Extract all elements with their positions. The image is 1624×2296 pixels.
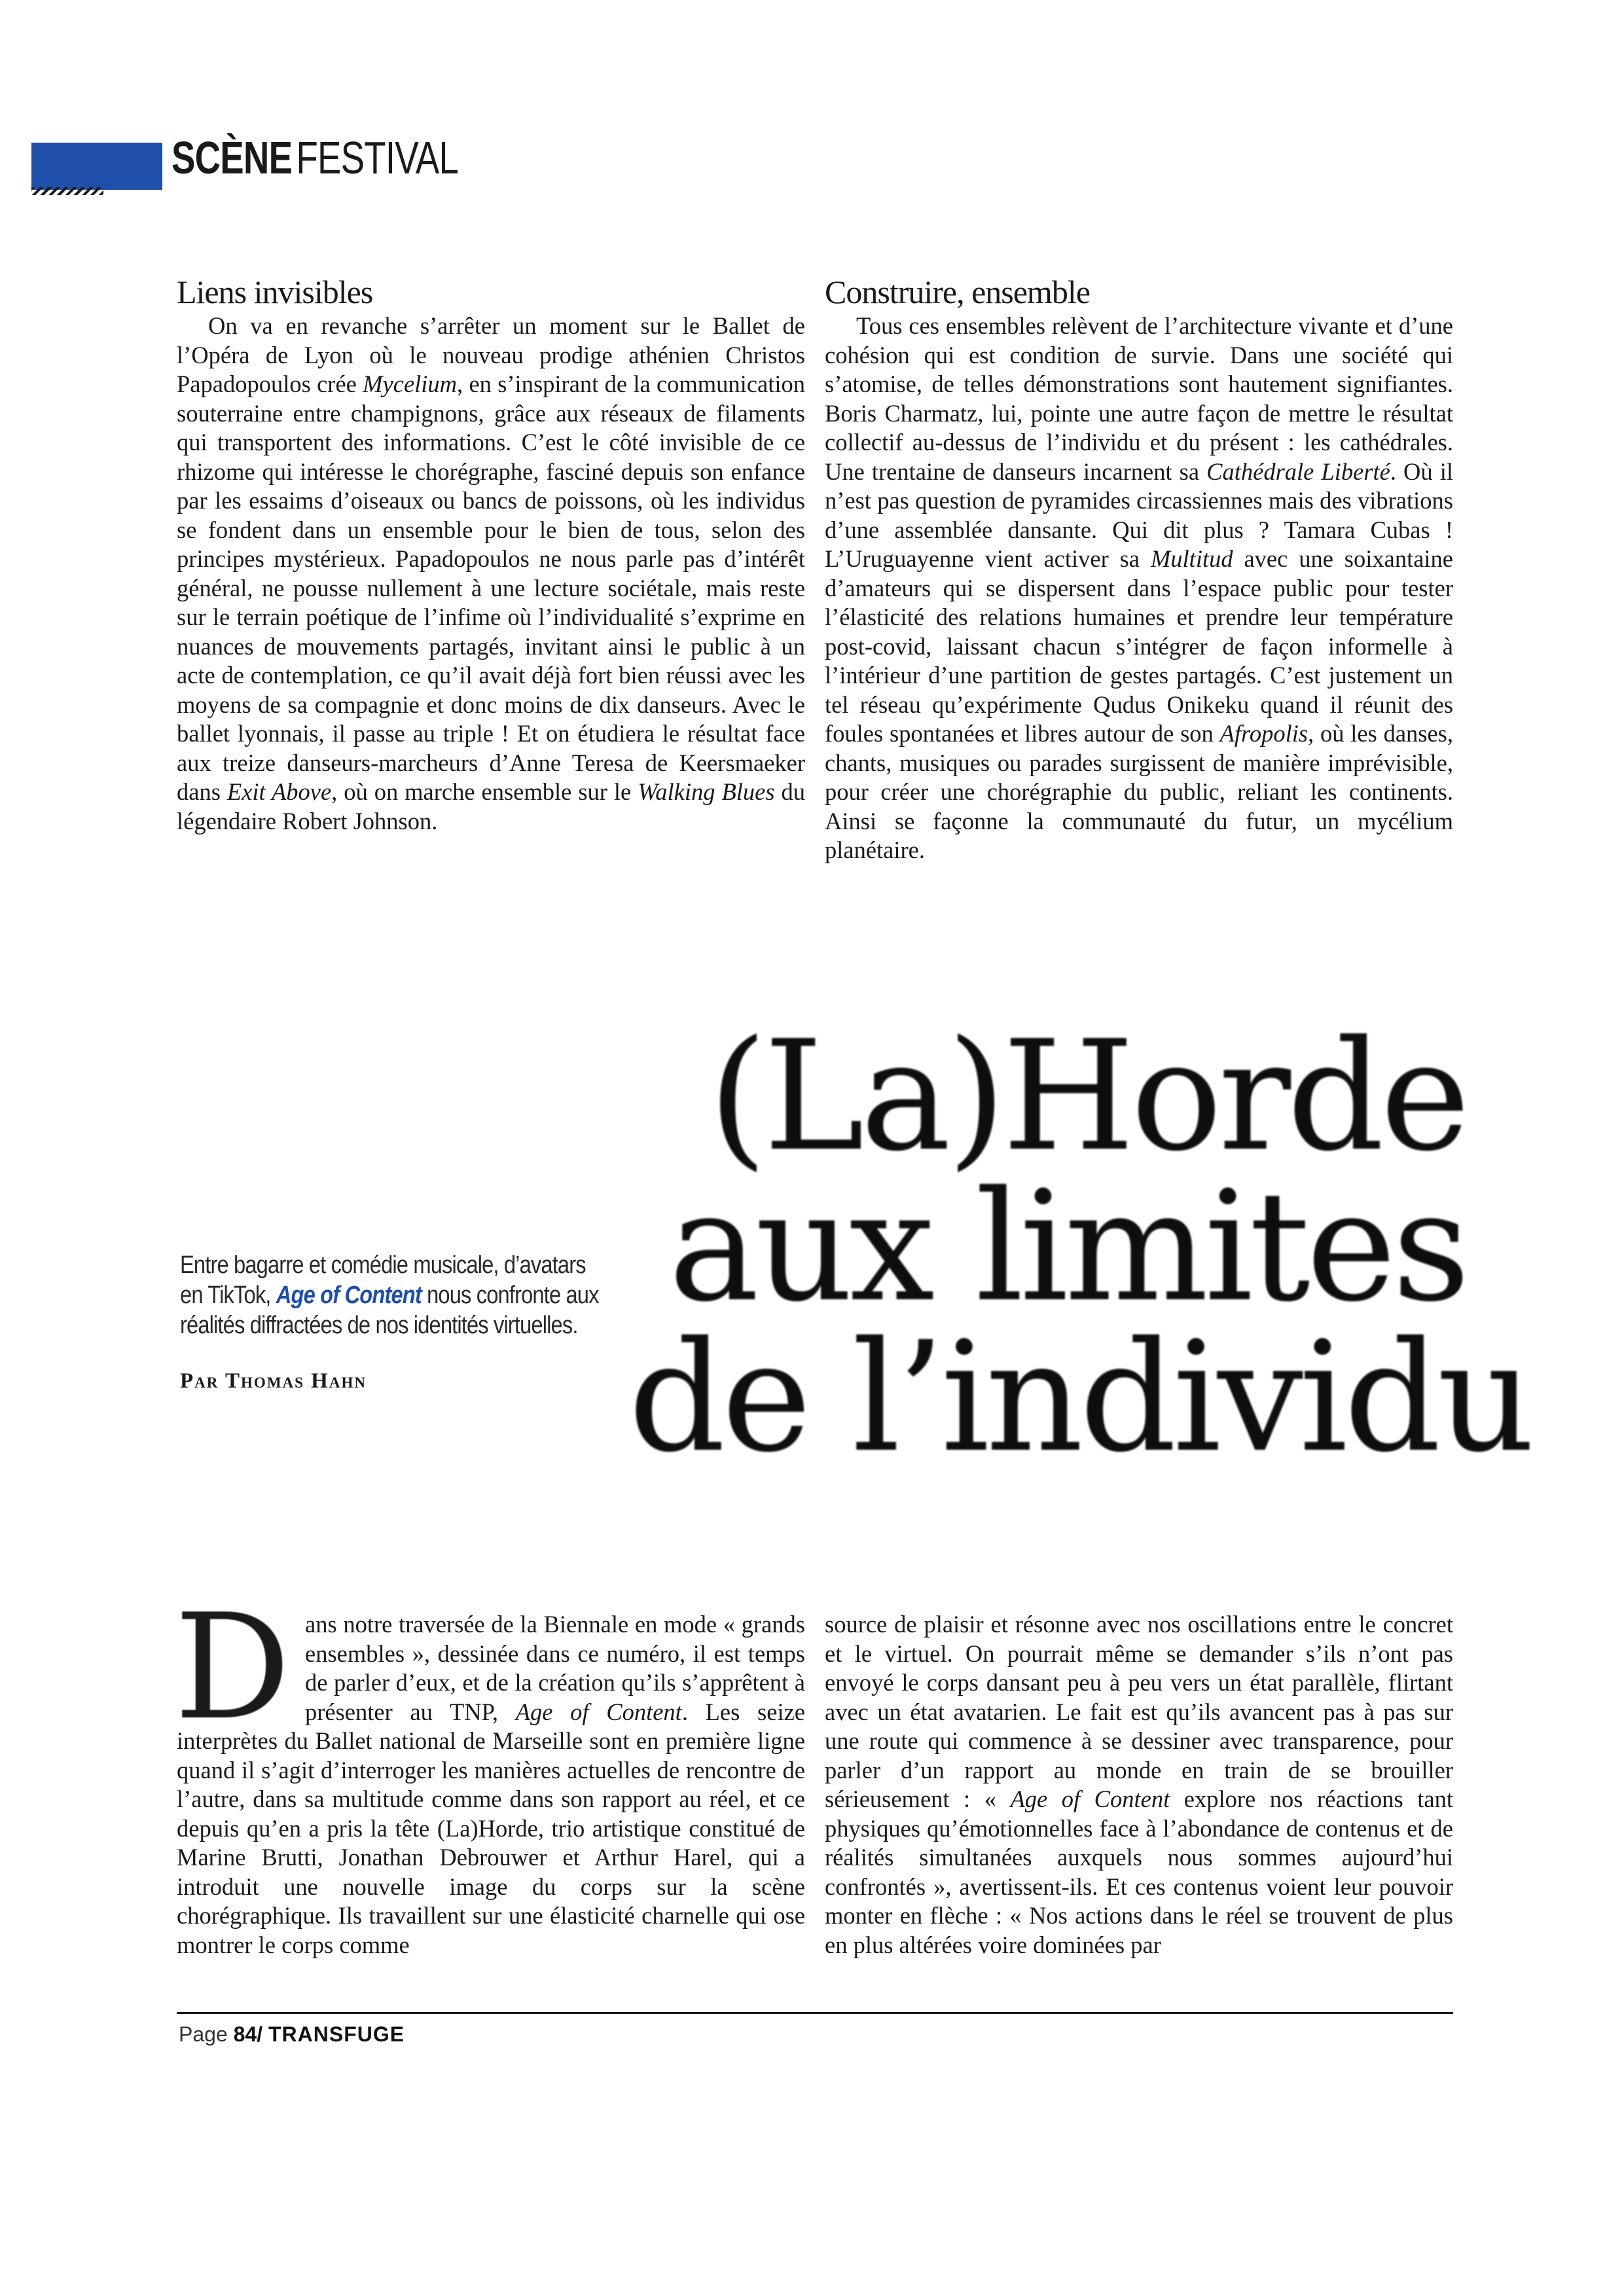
article-title <box>628 1008 1532 1486</box>
left-column <box>177 275 805 836</box>
section-header <box>171 132 459 183</box>
section-label-bold: SCÈNE <box>171 132 293 183</box>
right-column <box>825 275 1453 865</box>
footer-rule <box>177 2012 1453 2014</box>
page-word: Page <box>179 2022 228 2046</box>
left-column-heading: Liens invisibles <box>177 274 373 310</box>
title-line-2: aux limites <box>668 1158 1466 1335</box>
drop-cap: D <box>174 1583 291 1752</box>
section-label-regular: FESTIVAL <box>296 132 459 183</box>
article-column-1: Dans notre traversée de la Biennale en mode « grands ensembles », dessinée dans ce numéro, il est temps de parler d’eux, et de la création qu’ils s’apprêtent à présenter au TNP, Age of Content. Les seize interprètes du Ballet national de Marseille sont en première ligne quand il s’agit d’interroger les manières actuelles de rencontre de l’autre, dans sa multitude comme dans son rapport au réel, et ce depuis qu’en a pris la tête (La)Horde, trio artistique constitué de Marine Brutti, Jonathan Debrouwer et Arthur Harel, qui a introduit une nouvelle image du corps sur la scène chorégraphique. Ils travaillent sur une élasticité charnelle qui ose montrer le corps comme <box>174 1583 805 1958</box>
byline: Par Thomas Hahn <box>180 1369 367 1393</box>
left-column-paragraph: On va en revanche s’arrêter un moment sur le Ballet de l’Opéra de Lyon où le nouveau prodige athénien Christos Papadopoulos crée Mycelium, en s’inspirant de la communication souterraine entre champignons, grâce aux réseaux de filaments qui transportent des informations. C’est le côté invisible de ce rhizome qui intéresse le chorégraphe, fasciné depuis son enfance par les essaims d’oiseaux ou bancs de poissons, où les individus se fondent dans un ensemble pour le bien de tous, selon des principes mystérieux. Papadopoulos ne nous parle pas d’intérêt général, ne pousse nullement à une lecture sociétale, mais reste sur le terrain poétique de l’infime où l’individualité s’exprime en nuances de mouvements partagés, invitant ainsi le public à un acte de contemplation, ce qu’il avait déjà fort bien réussi avec les moyens de sa compagnie et donc moins de dix danseurs. Avec le ballet lyonnais, il passe au triple ! Et on étudiera le résultat face aux treize danseurs-marcheurs d’Anne Teresa de Keersmaeker dans Exit Above, où on marche ensemble sur le Walking Blues du légendaire Robert Johnson. <box>177 312 806 834</box>
article-standfirst: Entre bagarre et comédie musicale, d’avatars en TikTok, Age of Content nous confronte aux réalités diffractées de nos identités virtuelles. <box>180 1251 599 1339</box>
page-footer <box>179 2022 405 2047</box>
footer-separator: / <box>257 2022 263 2046</box>
page-number: 84 <box>233 2022 257 2046</box>
title-line-1: (La)Horde <box>708 1008 1466 1185</box>
magazine-name: TRANSFUGE <box>268 2022 405 2046</box>
right-column-paragraph: Tous ces ensembles relèvent de l’architecture vivante et d’une cohésion qui est condition de survie. Dans une société qui s’atomise, de telles démonstrations sont hautement signifiantes. Boris Charmatz, lui, pointe une autre façon de mettre le résultat collectif au-dessus de l’individu et du présent : les cathédrales. Une trentaine de danseurs incarnent sa Cathédrale Liberté. Où il n’est pas question de pyramides circassiennes mais des vibrations d’une assemblée dansante. Qui dit plus ? Tamara Cubas ! L’Uruguayenne vient activer sa Multitud avec une soixantaine d’amateurs qui se dispersent dans l’espace public pour tester l’élasticité des relations humaines et prendre leur température post-covid, laissant chacun s’intégrer de façon informelle à l’intérieur d’une partition de gestes partagés. C’est justement un tel réseau qu’expérimente Qudus Onikeku quand il réunit des foules spontanées et libres autour de son Afropolis, où les danses, chants, musiques ou parades surgissent de manière imprévisible, pour créer une chorégraphie du public, reliant les continents. Ainsi se façonne la communauté du futur, un mycélium planétaire. <box>825 312 1454 863</box>
section-hatch-decoration <box>31 187 103 195</box>
title-line-3: de l’individu <box>628 1309 1532 1486</box>
section-color-bar <box>31 143 162 190</box>
right-column-heading: Construire, ensemble <box>825 274 1090 310</box>
article-column-2: source de plaisir et résonne avec nos oscillations entre le concret et le virtuel. On pourrait même se demander s’ils n’ont pas envoyé le corps dansant peu à peu vers un état parallèle, flirtant avec un état avatarien. Le fait est qu’ils avancent pas à pas sur une route qui commence à se dessiner avec transparence, pour parler d’un rapport au monde en train de se brouiller sérieusement : « Age of Content explore nos réactions tant physiques qu’émotionnelles face à l’abondance de contenus et de réalités simultanées auxquels nous sommes aujourd’hui confrontés », avertissent-ils. Et ces contenus voient leur pouvoir monter en flèche : « Nos actions dans le réel se trouvent de plus en plus altérées voire dominées par <box>825 1611 1453 1958</box>
